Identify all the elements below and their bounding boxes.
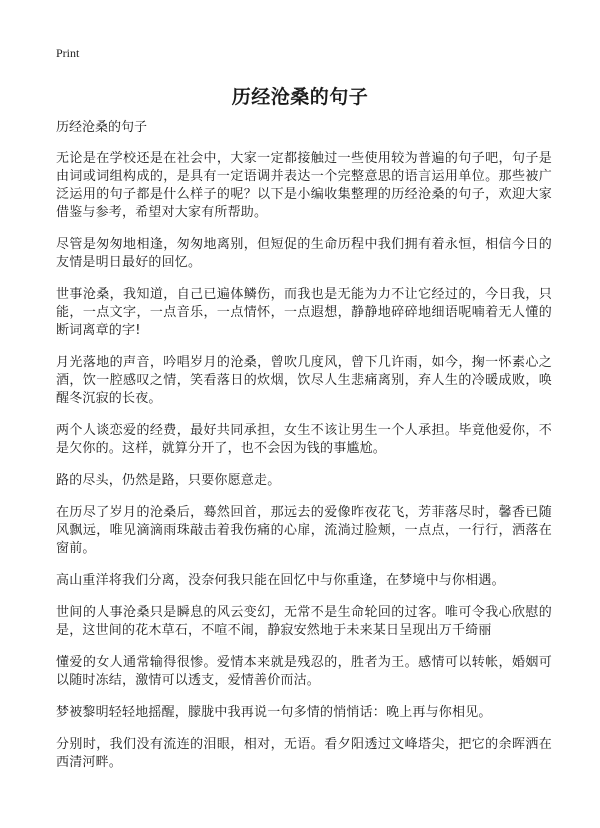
page-title: 历经沧桑的句子	[231, 86, 369, 108]
paragraph: 梦被黎明轻轻地摇醒，朦胧中我再说一句多情的悄悄话：晚上再与你相见。	[56, 705, 492, 720]
paragraph: 世间的人事沧桑只是瞬息的风云变幻，无常不是生命轮回的过客。唯可令我心欣慰的是，这世间的花木草石，不喧不闹，静寂安然地于未来某日呈现出万千绮丽	[56, 605, 552, 638]
paragraph: 分别时，我们没有流连的泪眼，相对，无语。看夕阳透过文峰塔尖，把它的余晖洒在西清河畔。	[56, 737, 552, 770]
paragraph: 高山重洋将我们分离，没奈何我只能在回忆中与你重逢，在梦境中与你相遇。	[56, 573, 505, 588]
paragraph-intro: 无论是在学校还是在社会中，大家一定都接触过一些使用较为普遍的句子吧，句子是由词或词组构成的，是具有一定语调并表达一个完整意思的语言运用单位。那些被广泛运用的句子都是什么样子的呢？以下是小编收集整理的历经沧桑的句子，欢迎大家借鉴与参考，希望对大家有所帮助。	[56, 151, 552, 220]
paragraph: 路的尽头，仍然是路，只要你愿意走。	[56, 473, 281, 488]
paragraph: 世事沧桑，我知道，自己已遍体鳞伤，而我也是无能为力不让它经过的，今日我，只能，一点文字，一点音乐，一点情怀，一点遐想，静静地碎碎地细语呢喃着无人懂的断词离章的字!	[56, 287, 552, 338]
paragraph: 月光落地的声音，吟唱岁月的沧桑，曾吹几度风，曾下几许雨，如今，掬一怀素心之酒，饮一腔感叹之情，笑看落日的炊烟，饮尽人生悲痛离别，弃人生的冷暖成败，唤醒冬沉寂的长夜。	[56, 355, 552, 406]
paragraph: 在历尽了岁月的沧桑后，蓦然回首，那远去的爱像昨夜花飞，芳菲落尽时，馨香已随风飘远，唯见滴滴雨珠敲击着我伤痛的心扉，流淌过脸颊，一点点，一行行，洒落在窗前。	[56, 505, 552, 556]
paragraph: 懂爱的女人通常输得很惨。爱情本来就是残忍的，胜者为王。感情可以转帐，婚姻可以随时冻结，激情可以透支，爱情善价而沽。	[56, 655, 552, 688]
paragraph: 两个人谈恋爱的经费，最好共同承担，女生不该让男生一个人承担。毕竟他爱你，不是欠你的。这样，就算分开了，也不会因为钱的事尴尬。	[56, 423, 552, 456]
print-link[interactable]: Print	[56, 46, 80, 60]
paragraph: 尽管是匆匆地相逢，匆匆地离别，但短促的生命历程中我们拥有着永恒，相信今日的友情是明日最好的回忆。	[56, 237, 552, 270]
article-body	[56, 120, 552, 786]
article-subtitle: 历经沧桑的句子	[56, 120, 148, 135]
